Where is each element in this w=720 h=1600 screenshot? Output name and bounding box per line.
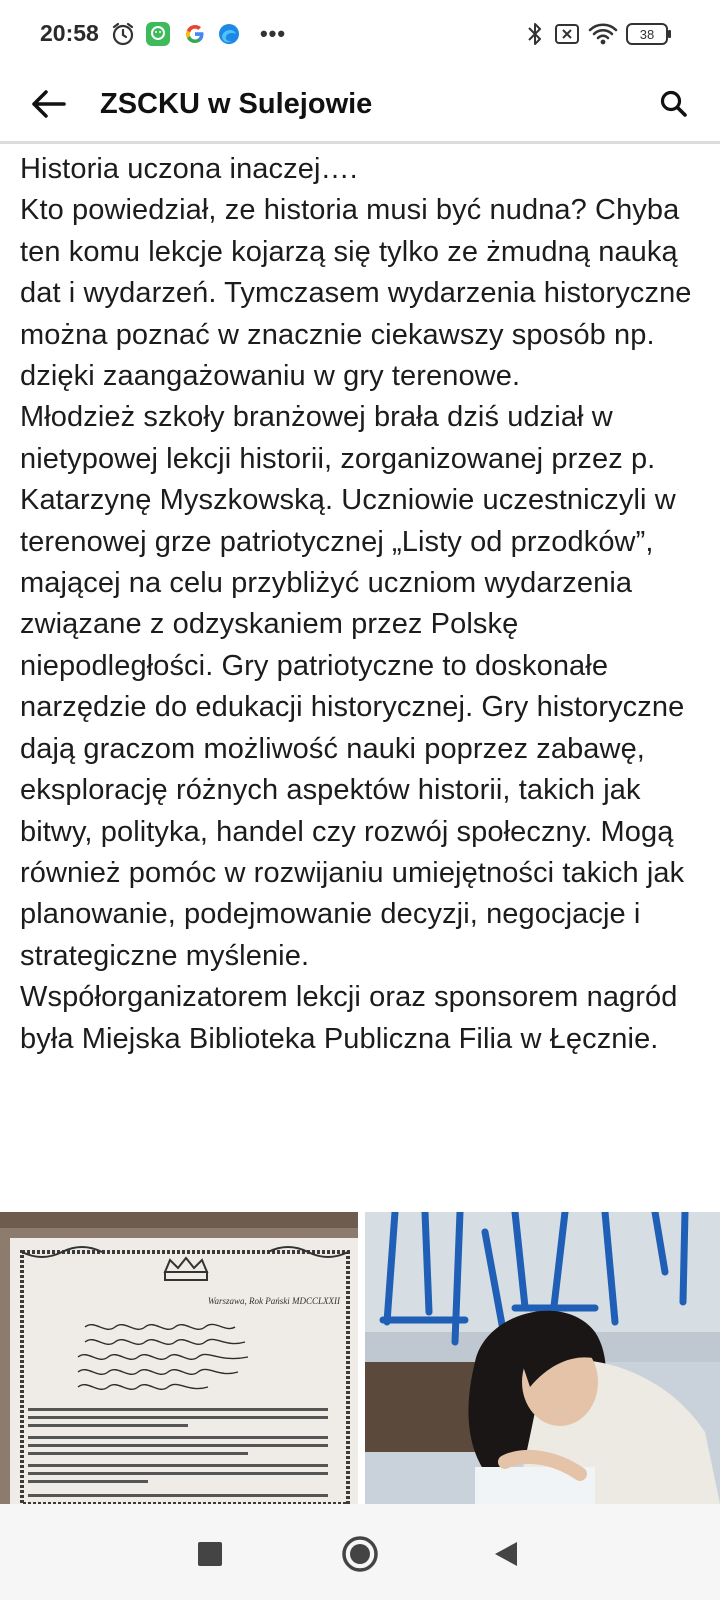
square-icon xyxy=(197,1541,223,1567)
battery-icon xyxy=(626,20,672,48)
arrow-left-icon xyxy=(28,88,68,120)
photo-student-writing[interactable] xyxy=(365,1212,720,1504)
alarm-icon xyxy=(110,20,136,48)
no-sim-icon xyxy=(553,20,581,48)
app-bar xyxy=(0,68,720,144)
battery-level: 38 xyxy=(639,27,655,42)
back-button[interactable] xyxy=(24,80,72,128)
triangle-back-icon xyxy=(493,1540,519,1568)
circle-home-icon xyxy=(341,1535,379,1573)
post-paragraph: Młodzież szkoły branżowej brała dziś udział w nietypowej lekcji historii, zorganizowanej przez p. Katarzynę Myszkowską. Uczniowie uczestniczyli w terenowej grze patriotycznej „Listy od przodków”, mającej na celu przybliżyć uczniom wydarzenia związane z odzyskaniem przez Polskę niepodległości. Gry patriotyczne to doskonałe narzędzie do edukacji historycznej. Gry historyczne dają graczom możliwość nauki poprzez zabawę, eksplorację różnych aspektów historii, takich jak bitwy, polityka, handel czy rozwój społeczny. Mogą również pomóc w rozwijaniu umiejętności takich jak planowanie, podejmowanie decyzji, negocjacje i strategiczne myślenie. xyxy=(20,401,685,972)
search-button[interactable] xyxy=(650,80,698,128)
bluetooth-icon xyxy=(524,20,546,48)
status-time: 20:58 xyxy=(40,20,99,46)
home-button[interactable] xyxy=(332,1526,388,1582)
system-back-button[interactable] xyxy=(478,1526,534,1582)
status-bar xyxy=(0,0,720,68)
post-paragraph: Kto powiedział, ze historia musi być nudna? Chyba ten komu lekcje kojarzą się tylko ze żmudną nauką dat i wydarzeń. Tymczasem wydarzenia historyczne można poznać w znacznie ciekawszy sposób np. dzięki zaangażowaniu w gry terenowe. xyxy=(20,194,692,393)
document-header: Warszawa, Rok Pański MDCCLXXII xyxy=(207,1296,340,1306)
wifi-icon xyxy=(588,20,618,48)
search-icon xyxy=(659,89,689,119)
photo-grid xyxy=(0,1212,720,1504)
page-title: ZSCKU w Sulejowie xyxy=(100,88,373,120)
post-text xyxy=(20,149,710,1060)
system-nav-bar xyxy=(0,1504,720,1600)
post-paragraph-title: Historia uczona inaczej…. xyxy=(20,153,358,185)
photo-historical-letter[interactable] xyxy=(0,1212,358,1504)
browser-icon xyxy=(216,20,242,48)
app-notification-icon xyxy=(145,20,171,48)
post-paragraph: Współorganizatorem lekcji oraz sponsorem nagród była Miejska Biblioteka Publiczna Filia w Łęcznie. xyxy=(20,981,678,1055)
google-icon xyxy=(182,20,208,48)
more-notifications-icon: ••• xyxy=(259,21,287,46)
recents-button[interactable] xyxy=(182,1526,238,1582)
